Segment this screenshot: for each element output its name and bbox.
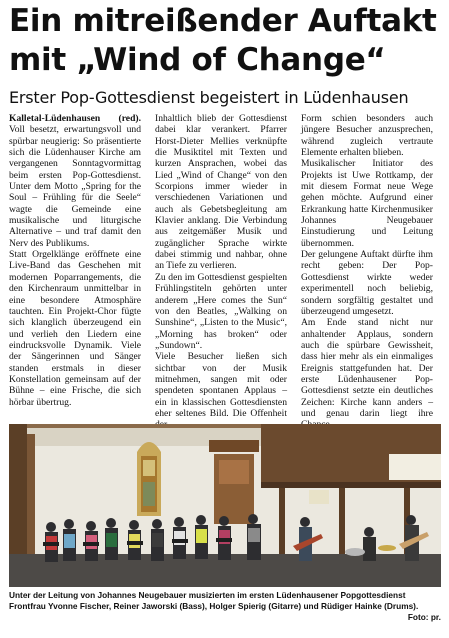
article-paragraph: Musikalischer Initiator des Projekts ist Uwe Rottkamp, der mit diesem Format neue Wege gehen möchte. Aufgrund einer Erkrankung hatte Kirchenmusiker Johannes Neugebauer Einstudierung und Leitung übernommen. (301, 158, 433, 249)
dateline: Kalletal-Lüdenhausen (red). (9, 113, 141, 124)
article-paragraph: Inhaltlich blieb der Gottesdienst dabei klar verankert. Pfarrer Horst-Dieter Mellies verknüpfte die Musiktitel mit Texten und kurzen Ansprachen, wobei das Lied „Wind of Change“ von den Scorpions immer wieder in verschiedenen Variationen und auch als Gebetsbegleitung am Klavier anklang. Die Verbindung aus zeitgemäßer Musik und zugänglicher Sprache wirkte dabei stimmig und nahbar, ohne an Tiefe zu verlieren. (155, 113, 287, 272)
church-band-photo (9, 424, 441, 587)
article-paragraph: Statt Orgelklänge eröffnete eine Live-Band das Geschehen mit modernen Poparrangements, die den Kirchenraum unmittelbar in eine besondere Atmosphäre tauchten. Ein Projekt-Chor fügte sich klanglich überzeugend ein und verlieh den Liedern eine eindrucksvolle Dynamik. Viele der Sängerinnen und Sänger standen erstmals in dieser Konstellation gemeinsam auf der Bühne – eine Frische, die sich hörbar übertrug. (9, 249, 141, 408)
article-paragraph: Der gelungene Auftakt dürfte ihm recht geben: Der Pop-Gottesdienst wirkte weder experimentell noch beliebig, sondern sorgfältig gestaltet und überzeugend umgesetzt. (301, 249, 433, 317)
article-column-2 (155, 113, 287, 419)
article-column-3 (301, 113, 433, 419)
article-paragraph: Viele Besucher ließen sich sichtbar von der Musik mitnehmen, sangen mit oder spendeten spontanen Applaus – ein in klassischen Gottesdiensten eher seltenes Bild. Die Offenheit (155, 351, 287, 419)
article-column-1 (9, 113, 141, 419)
photo-caption (9, 590, 441, 622)
headline-line-2: mit „Wind of Change“ (9, 42, 386, 78)
photo-illustration (9, 424, 441, 587)
caption-line-2: Frontfrau Yvonne Fischer, Reiner Jaworski (Bass), Holger Spierig (Gitarre) und Rüdiger Hainke (Drums). (9, 601, 419, 611)
photo-credit: Foto: pr. (407, 612, 441, 622)
caption-line-1: Unter der Leitung von Johannes Neugebauer musizierten im ersten Lüdenhausener Popgottesdienst (9, 590, 406, 600)
article-text: Voll besetzt, erwartungsvoll und spürbar neugierig: So präsentierte sich die Lüdenhauser Kirche am vergangenen Sonntagvormittag beim ersten Pop-Gottesdienst. Unter dem Motto „Spring for the Soul – Frühling für die Seele“ wagte die Gemeinde eine musikalische und liturgische Alternative – und traf damit den Nerv des Publikums. (9, 124, 141, 249)
subheadline: Erster Pop-Gottesdienst begeistert in Lüdenhausen (9, 88, 409, 107)
article-paragraph: Am Ende stand nicht nur anhaltender Applaus, sondern auch die spürbare Gewissheit, dass hier mehr als ein einmaliges Ereignis stattgefunden hat. Der erste Lüdenhausener Pop-Gottesdienst setzte ein deutliches Zeichen: Kirche kann anders – und genau darin liegt ihre (301, 317, 433, 419)
article-paragraph: Zu den im Gottesdienst gespielten Frühlingstiteln gehörten unter anderem „Here comes the Sun“ von den Beatles, „Walking on Sunshine“, „Listen to the Music“, „Morning has broken“ oder „Sundown“. (155, 271, 287, 351)
headline (9, 2, 445, 80)
headline-line-1: Ein mitreißender Auftakt (9, 3, 437, 39)
article-paragraph: Form schien besonders auch jüngere Besucher anzusprechen, während zugleich vertraute Elemente erhalten blieben. (301, 113, 433, 159)
article-paragraph (9, 113, 141, 249)
